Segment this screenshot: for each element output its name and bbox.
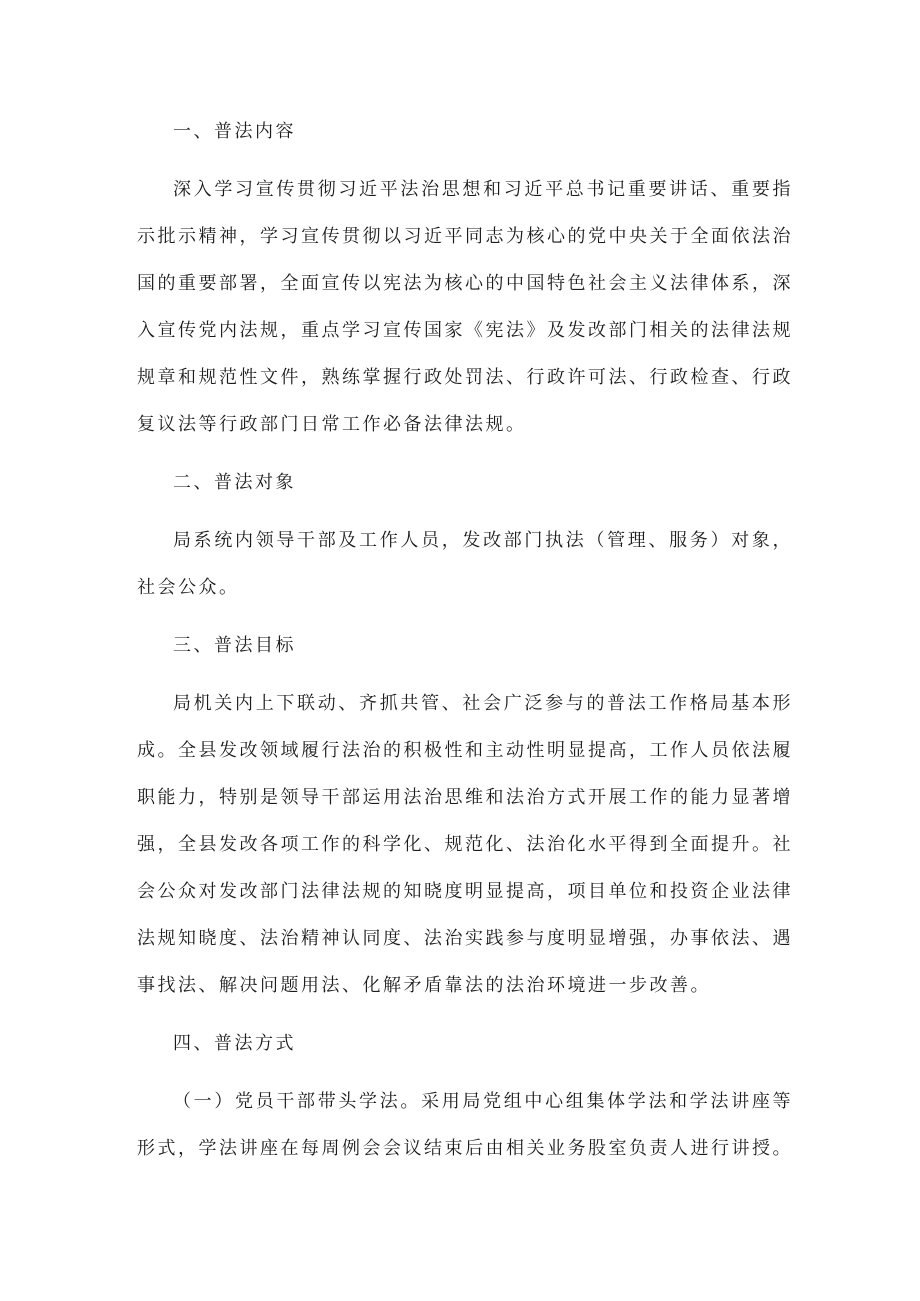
paragraph-line: 社会公众。: [137, 577, 240, 598]
paragraph-line: 职能力，特别是领导干部运用法治思维和法治方式开展工作的能力显著增: [137, 787, 793, 808]
paragraph-line: 国的重要部署，全面宣传以宪法为核心的中国特色社会主义法律体系，深: [137, 273, 793, 294]
paragraph-line: 事找法、解决问题用法、化解矛盾靠法的法治环境进一步改善。: [137, 975, 711, 996]
paragraph-line: 复议法等行政部门日常工作必备法律法规。: [137, 414, 527, 435]
paragraph-line: 局系统内领导干部及工作人员，发改部门执法（管理、服务）对象，: [173, 530, 793, 551]
paragraph-line: 强，全县发改各项工作的科学化、规范化、法治化水平得到全面提升。社: [137, 834, 793, 855]
paragraph-line: 法规知晓度、法治精神认同度、法治实践参与度明显增强，办事依法、遇: [137, 928, 793, 949]
section-heading-content: 一、普法内容: [173, 121, 296, 142]
paragraph-line: 规章和规范性文件，熟练掌握行政处罚法、行政许可法、行政检查、行政: [137, 367, 793, 388]
document-page: [137, 108, 793, 1183]
paragraph-line: 形式，学法讲座在每周例会会议结束后由相关业务股室负责人进行讲授。: [137, 1138, 793, 1159]
paragraph-line: 会公众对发改部门法律法规的知晓度明显提高，项目单位和投资企业法律: [137, 881, 793, 902]
section-heading-goals: 三、普法目标: [173, 635, 296, 656]
section-heading-audience: 二、普法对象: [173, 472, 296, 493]
section-heading-methods: 四、普法方式: [173, 1033, 296, 1054]
section-paragraph-methods: [137, 1078, 793, 1172]
paragraph-line: 示批示精神，学习宣传贯彻以习近平同志为核心的党中央关于全面依法治: [137, 226, 793, 247]
section-paragraph-content: [137, 166, 793, 448]
paragraph-line: 局机关内上下联动、齐抓共管、社会广泛参与的普法工作格局基本形: [173, 693, 793, 714]
section-paragraph-goals: [137, 680, 793, 1009]
paragraph-line: 入宣传党内法规，重点学习宣传国家《宪法》及发改部门相关的法律法规: [137, 320, 793, 341]
paragraph-line: （一）党员干部带头学法。采用局党组中心组集体学法和学法讲座等: [173, 1091, 793, 1112]
section-paragraph-audience: [137, 517, 793, 611]
paragraph-line: 成。全县发改领域履行法治的积极性和主动性明显提高，工作人员依法履: [137, 740, 793, 761]
paragraph-line: 深入学习宣传贯彻习近平法治思想和习近平总书记重要讲话、重要指: [173, 179, 793, 200]
